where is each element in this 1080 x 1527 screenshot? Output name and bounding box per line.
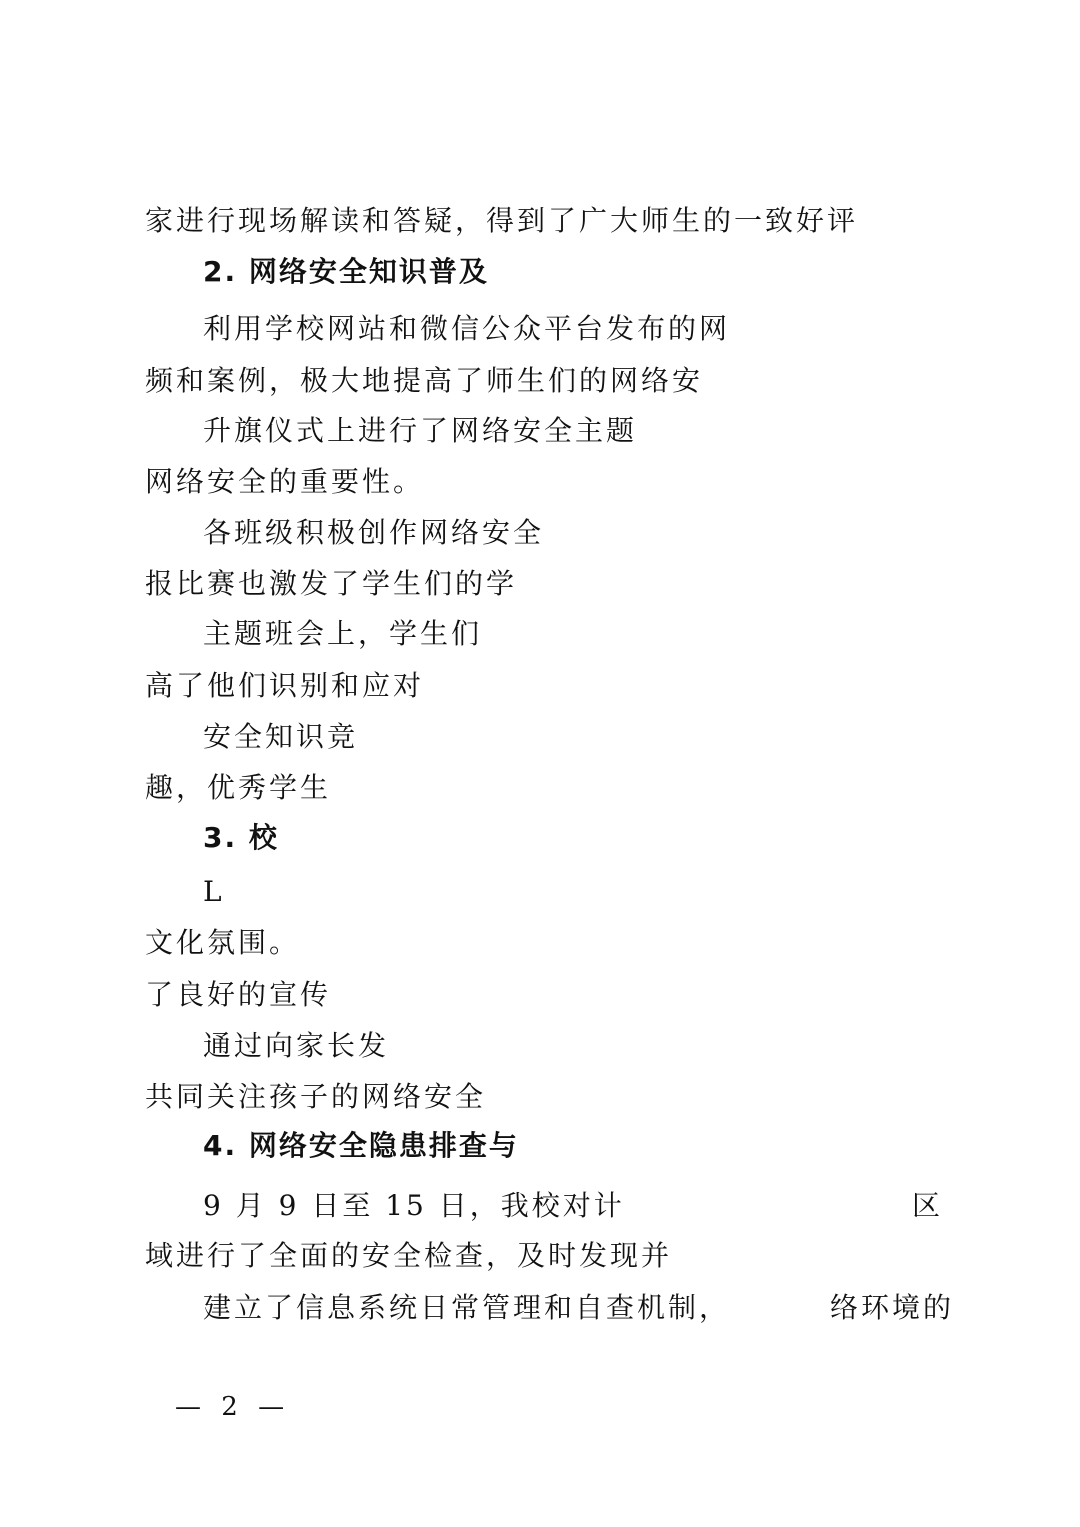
paragraph-line: 9 月 9 日至 15 日，我校对计: [203, 1189, 625, 1222]
paragraph-line: 共同关注孩子的网络安全: [145, 1080, 487, 1113]
section-heading: 2. 网络安全知识普及: [203, 255, 489, 288]
paragraph-line: 建立了信息系统日常管理和自查机制，: [203, 1291, 731, 1324]
paragraph-line-fragment: 络环境的: [830, 1291, 955, 1324]
paragraph-line: 升旗仪式上进行了网络安全主题: [203, 414, 638, 447]
page-number: — 2 —: [175, 1392, 291, 1422]
paragraph-line: 频和案例，极大地提高了师生们的网络安: [145, 364, 704, 397]
paragraph-line: 域进行了全面的安全检查，及时发现并: [145, 1239, 673, 1272]
section-heading: 4. 网络安全隐患排查与: [203, 1129, 519, 1162]
paragraph-line: 主题班会上，学生们: [203, 617, 483, 650]
paragraph-line: 安全知识竞: [203, 720, 359, 753]
paragraph-line: L: [203, 875, 225, 908]
paragraph-line: 通过向家长发: [203, 1029, 390, 1062]
paragraph-line: 趣，优秀学生: [145, 771, 332, 804]
paragraph-line: 利用学校网站和微信公众平台发布的网: [203, 312, 731, 345]
paragraph-line: 网络安全的重要性。: [145, 465, 425, 498]
paragraph-line: 文化氛围。: [145, 926, 301, 959]
section-heading: 3. 校: [203, 821, 279, 854]
paragraph-line: 各班级积极创作网络安全: [203, 516, 545, 549]
paragraph-line: 报比赛也激发了学生们的学: [145, 567, 518, 600]
paragraph-line: 高了他们识别和应对: [145, 669, 425, 702]
paragraph-line: 家进行现场解读和答疑，得到了广大师生的一致好评: [145, 204, 859, 237]
paragraph-line-fragment: 区: [912, 1189, 944, 1222]
paragraph-line: 了良好的宣传: [145, 978, 332, 1011]
